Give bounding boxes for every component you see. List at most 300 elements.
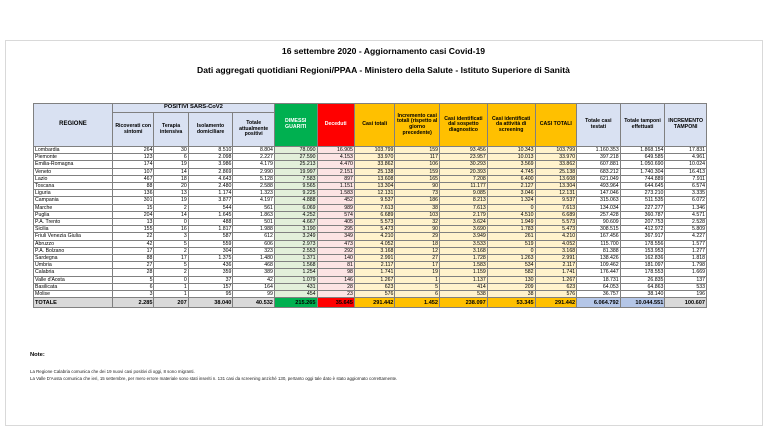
value-cell: 9.085 xyxy=(440,190,488,197)
value-cell: 2.098 xyxy=(188,154,233,161)
value-cell: 1.277 xyxy=(665,247,707,254)
value-cell: 2.528 xyxy=(665,219,707,226)
value-cell: 95 xyxy=(188,291,233,298)
value-cell: 7.613 xyxy=(354,204,395,211)
table-row xyxy=(34,168,707,175)
value-cell: 146 xyxy=(317,276,354,283)
value-cell: 7.911 xyxy=(665,175,707,182)
value-cell: 1 xyxy=(395,276,440,283)
column-header-screening: Casi identificati da attività di screening xyxy=(487,104,535,147)
value-cell: 2.991 xyxy=(535,255,577,262)
region-cell: Marche xyxy=(34,204,113,211)
value-cell: 6.574 xyxy=(665,183,707,190)
value-cell: 1.174 xyxy=(188,190,233,197)
value-cell: 209 xyxy=(487,283,535,290)
value-cell: 196 xyxy=(665,291,707,298)
column-header-tamponi: Totale tamponi effettuati xyxy=(620,104,665,147)
value-cell: 538 xyxy=(440,291,488,298)
value-cell: 5 xyxy=(154,262,188,269)
value-cell: 27.590 xyxy=(274,154,317,161)
value-cell: 103.799 xyxy=(354,147,395,154)
value-cell: 17.831 xyxy=(665,147,707,154)
value-cell: 16 xyxy=(154,226,188,233)
value-cell: 1.728 xyxy=(440,255,488,262)
region-cell: P.A. Bolzano xyxy=(34,247,113,254)
value-cell: 301 xyxy=(112,197,154,204)
value-cell: 2.227 xyxy=(233,154,275,161)
value-cell: 238.097 xyxy=(440,298,488,308)
value-cell: 37 xyxy=(188,276,233,283)
value-cell: 1 xyxy=(154,291,188,298)
value-cell: 389 xyxy=(233,269,275,276)
value-cell: 17 xyxy=(112,247,154,254)
region-cell: Puglia xyxy=(34,211,113,218)
value-cell: 6.069 xyxy=(274,204,317,211)
value-cell: 1.949 xyxy=(487,219,535,226)
value-cell: 4.197 xyxy=(233,197,275,204)
value-cell: 23 xyxy=(317,291,354,298)
value-cell: 3 xyxy=(112,291,154,298)
value-cell: 1.863 xyxy=(233,211,275,218)
table-row xyxy=(34,226,707,233)
value-cell: 4.571 xyxy=(665,211,707,218)
value-cell: 33.970 xyxy=(354,154,395,161)
value-cell: 147.046 xyxy=(577,190,621,197)
value-cell: 3.690 xyxy=(440,226,488,233)
value-cell: 90 xyxy=(395,226,440,233)
value-cell: 13 xyxy=(112,219,154,226)
value-cell: 360.787 xyxy=(620,211,665,218)
page-subtitle: Dati aggregati quotidiani Regioni/PPAA - Ministero della Salute - Istituto Superiore di Sanità xyxy=(197,65,570,75)
value-cell: 137 xyxy=(665,276,707,283)
region-cell: Campania xyxy=(34,197,113,204)
value-cell: 1.160.353 xyxy=(577,147,621,154)
value-cell: 744.889 xyxy=(620,175,665,182)
value-cell: 28 xyxy=(112,269,154,276)
value-cell: 115.700 xyxy=(577,240,621,247)
value-cell: 90 xyxy=(395,183,440,190)
value-cell: 607.881 xyxy=(577,161,621,168)
value-cell: 2.553 xyxy=(274,247,317,254)
table-row xyxy=(34,240,707,247)
value-cell: 1.568 xyxy=(274,262,317,269)
value-cell: 107 xyxy=(112,168,154,175)
value-cell: 621.049 xyxy=(577,175,621,182)
column-header-deceduti: Deceduti xyxy=(317,104,354,147)
value-cell: 13 xyxy=(154,190,188,197)
value-cell: 42 xyxy=(112,240,154,247)
value-cell: 3.046 xyxy=(487,190,535,197)
value-cell: 1.817 xyxy=(188,226,233,233)
value-cell: 683.212 xyxy=(577,168,621,175)
column-header-incremento-tamponi: INCREMENTO TAMPONI xyxy=(665,104,707,147)
value-cell: 4.052 xyxy=(354,240,395,247)
value-cell: 5.573 xyxy=(354,219,395,226)
value-cell: 493.964 xyxy=(577,183,621,190)
table-row xyxy=(34,190,707,197)
value-cell: 1.741 xyxy=(354,269,395,276)
value-cell: 2.117 xyxy=(354,262,395,269)
value-cell: 606 xyxy=(233,240,275,247)
value-cell: 5.809 xyxy=(665,226,707,233)
value-cell: 2 xyxy=(154,269,188,276)
table-row xyxy=(34,175,707,182)
value-cell: 35.645 xyxy=(317,298,354,308)
value-cell: 28 xyxy=(317,283,354,290)
value-cell: 1.740.304 xyxy=(620,168,665,175)
value-cell: 19.997 xyxy=(274,168,317,175)
region-cell: Lazio xyxy=(34,175,113,182)
value-cell: 16.905 xyxy=(317,147,354,154)
value-cell: 511.535 xyxy=(620,197,665,204)
value-cell: 32 xyxy=(395,219,440,226)
value-cell: 1.583 xyxy=(317,190,354,197)
value-cell: 123 xyxy=(112,154,154,161)
value-cell: 7.613 xyxy=(440,204,488,211)
value-cell: 3.190 xyxy=(274,226,317,233)
region-cell: Veneto xyxy=(34,168,113,175)
value-cell: 5 xyxy=(154,240,188,247)
value-cell: 2.991 xyxy=(354,255,395,262)
value-cell: 292 xyxy=(317,247,354,254)
value-cell: 2.588 xyxy=(233,183,275,190)
column-header-ricoverati: Ricoverati con sintomi xyxy=(112,113,154,147)
column-header-casi-totali-2: CASI TOTALI xyxy=(535,104,577,147)
value-cell: 103 xyxy=(395,211,440,218)
value-cell: 10.343 xyxy=(487,147,535,154)
value-cell: 544 xyxy=(188,204,233,211)
value-cell: 3.168 xyxy=(354,247,395,254)
value-cell: 3.624 xyxy=(440,219,488,226)
value-cell: 452 xyxy=(317,197,354,204)
value-cell: 0 xyxy=(487,247,535,254)
value-cell: 468 xyxy=(233,262,275,269)
region-cell: Liguria xyxy=(34,190,113,197)
value-cell: 165 xyxy=(395,175,440,182)
value-cell: 8.213 xyxy=(440,197,488,204)
value-cell: 1.583 xyxy=(440,262,488,269)
value-cell: 19 xyxy=(154,197,188,204)
value-cell: 9.565 xyxy=(274,183,317,190)
value-cell: 73 xyxy=(395,190,440,197)
value-cell: 519 xyxy=(487,240,535,247)
value-cell: 1.452 xyxy=(395,298,440,308)
value-cell: 98 xyxy=(317,269,354,276)
table-row xyxy=(34,262,707,269)
value-cell: 1.267 xyxy=(535,276,577,283)
note-calabria: La Regione Calabria comunica che dei 19 nuovi casi positivi di oggi, 8 sono migranti. xyxy=(30,369,195,374)
value-cell: 27 xyxy=(112,262,154,269)
value-cell: 164 xyxy=(233,283,275,290)
region-cell: Sardegna xyxy=(34,255,113,262)
value-cell: 42 xyxy=(233,276,275,283)
value-cell: 1.645 xyxy=(188,211,233,218)
region-cell: Friuli Venezia Giulia xyxy=(34,233,113,240)
value-cell: 64.053 xyxy=(577,283,621,290)
value-cell: 4.745 xyxy=(487,168,535,175)
value-cell: 20.393 xyxy=(440,168,488,175)
value-cell: 26.835 xyxy=(620,276,665,283)
value-cell: 88 xyxy=(112,255,154,262)
value-cell: 5 xyxy=(395,283,440,290)
value-cell: 53.345 xyxy=(487,298,535,308)
value-cell: 159 xyxy=(395,168,440,175)
value-cell: 17 xyxy=(154,255,188,262)
value-cell: 488 xyxy=(188,219,233,226)
value-cell: 136 xyxy=(112,190,154,197)
value-cell: 38 xyxy=(395,204,440,211)
value-cell: 38.140 xyxy=(620,291,665,298)
value-cell: 9.537 xyxy=(535,197,577,204)
column-header-isolamento: Isolamento domiciliare xyxy=(188,113,233,147)
value-cell: 7.208 xyxy=(440,175,488,182)
table-row xyxy=(34,183,707,190)
value-cell: 19 xyxy=(395,269,440,276)
value-cell: 15 xyxy=(112,204,154,211)
value-cell: 1.346 xyxy=(665,204,707,211)
region-cell: Abruzzo xyxy=(34,240,113,247)
value-cell: 349 xyxy=(317,233,354,240)
note-valle-aosta: La Valle D'Aosta comunica che ieri, 15 settembre, per mero errore materiale sono stati inseriti n. 131 casi da screening anziché 130, pertanto oggi tale dato è stato aggiornato correttamente. xyxy=(30,376,398,381)
value-cell: 106 xyxy=(395,161,440,168)
table-row xyxy=(34,255,707,262)
value-cell: 109.462 xyxy=(577,262,621,269)
value-cell: 612 xyxy=(233,233,275,240)
value-cell: 30.293 xyxy=(440,161,488,168)
value-cell: 1.151 xyxy=(317,183,354,190)
value-cell: 367.917 xyxy=(620,233,665,240)
value-cell: 4.470 xyxy=(317,161,354,168)
table-total-row xyxy=(34,298,707,308)
region-cell: Umbria xyxy=(34,262,113,269)
value-cell: 561 xyxy=(233,204,275,211)
region-cell: Calabria xyxy=(34,269,113,276)
value-cell: 1.669 xyxy=(665,269,707,276)
region-cell: Molise xyxy=(34,291,113,298)
value-cell: 100.607 xyxy=(665,298,707,308)
value-cell: 315.063 xyxy=(577,197,621,204)
value-cell: 33.862 xyxy=(535,161,577,168)
value-cell: 11.177 xyxy=(440,183,488,190)
value-cell: 436 xyxy=(188,262,233,269)
value-cell: 207.753 xyxy=(620,219,665,226)
value-cell: 291.442 xyxy=(535,298,577,308)
value-cell: 431 xyxy=(274,283,317,290)
region-cell: Toscana xyxy=(34,183,113,190)
value-cell: 25.138 xyxy=(354,168,395,175)
value-cell: 176.447 xyxy=(577,269,621,276)
value-cell: 10.024 xyxy=(665,161,707,168)
value-cell: 3 xyxy=(154,233,188,240)
region-cell: P.A. Trento xyxy=(34,219,113,226)
value-cell: 174 xyxy=(112,161,154,168)
value-cell: 1.577 xyxy=(665,240,707,247)
value-cell: 2.869 xyxy=(188,168,233,175)
value-cell: 2.480 xyxy=(188,183,233,190)
region-cell: Valle d'Aosta xyxy=(34,276,113,283)
value-cell: 64.863 xyxy=(620,283,665,290)
value-cell: 623 xyxy=(354,283,395,290)
value-cell: 261 xyxy=(487,233,535,240)
value-cell: 467 xyxy=(112,175,154,182)
table-row xyxy=(34,283,707,290)
value-cell: 0 xyxy=(487,204,535,211)
group-header-positivi: POSITIVI SARS-CoV2 xyxy=(112,104,274,113)
value-cell: 3.168 xyxy=(440,247,488,254)
value-cell: 3.335 xyxy=(665,190,707,197)
region-cell: Emilia-Romagna xyxy=(34,161,113,168)
value-cell: 3.533 xyxy=(440,240,488,247)
value-cell: 20 xyxy=(154,183,188,190)
value-cell: 576 xyxy=(535,291,577,298)
value-cell: 3.168 xyxy=(535,247,577,254)
column-header-casi-totali: Casi totali xyxy=(354,104,395,147)
value-cell: 989 xyxy=(317,204,354,211)
value-cell: 1.741 xyxy=(535,269,577,276)
value-cell: 454 xyxy=(274,291,317,298)
value-cell: 7.613 xyxy=(535,204,577,211)
table-row xyxy=(34,154,707,161)
value-cell: 397.218 xyxy=(577,154,621,161)
table-row xyxy=(34,247,707,254)
page-title: 16 settembre 2020 - Aggiornamento casi Covid-19 xyxy=(281,46,486,56)
table-row xyxy=(34,147,707,154)
value-cell: 12.131 xyxy=(354,190,395,197)
value-cell: 23.957 xyxy=(440,154,488,161)
value-cell: 574 xyxy=(317,211,354,218)
value-cell: 0 xyxy=(154,219,188,226)
value-cell: 27 xyxy=(395,255,440,262)
value-cell: 1.159 xyxy=(440,269,488,276)
value-cell: 291.442 xyxy=(354,298,395,308)
value-cell: 5.473 xyxy=(535,226,577,233)
value-cell: 3.569 xyxy=(487,161,535,168)
value-cell: 4.252 xyxy=(274,211,317,218)
value-cell: 6.064.792 xyxy=(577,298,621,308)
value-cell: 323 xyxy=(233,247,275,254)
value-cell: 582 xyxy=(487,269,535,276)
value-cell: 22 xyxy=(112,233,154,240)
value-cell: 649.585 xyxy=(620,154,665,161)
value-cell: 78.090 xyxy=(274,147,317,154)
value-cell: 153.953 xyxy=(620,247,665,254)
value-cell: 18 xyxy=(395,240,440,247)
table-row xyxy=(34,197,707,204)
value-cell: 134.034 xyxy=(577,204,621,211)
column-header-totale-positivi: Totale attualmente positivi xyxy=(233,113,275,147)
value-cell: 2 xyxy=(154,247,188,254)
value-cell: 25.213 xyxy=(274,161,317,168)
value-cell: 40.532 xyxy=(233,298,275,308)
column-header-dimessi: DIMESSI GUARITI xyxy=(274,104,317,147)
value-cell: 304 xyxy=(188,247,233,254)
value-cell: 2.127 xyxy=(487,183,535,190)
value-cell: 6.400 xyxy=(487,175,535,182)
value-cell: 2.117 xyxy=(535,262,577,269)
value-cell: 167.456 xyxy=(577,233,621,240)
value-cell: 186 xyxy=(395,197,440,204)
region-cell: Basilicata xyxy=(34,283,113,290)
value-cell: 1.783 xyxy=(487,226,535,233)
value-cell: 1.480 xyxy=(233,255,275,262)
value-cell: 1.988 xyxy=(233,226,275,233)
value-cell: 38 xyxy=(487,291,535,298)
value-cell: 4.052 xyxy=(535,240,577,247)
value-cell: 103.799 xyxy=(535,147,577,154)
value-cell: 1.324 xyxy=(487,197,535,204)
value-cell: 10.044.551 xyxy=(620,298,665,308)
value-cell: 25.138 xyxy=(535,168,577,175)
value-cell: 5 xyxy=(112,276,154,283)
value-cell: 2.179 xyxy=(440,211,488,218)
value-cell: 4.888 xyxy=(274,197,317,204)
value-cell: 4.227 xyxy=(665,233,707,240)
covid-data-table xyxy=(33,103,707,308)
value-cell: 90.609 xyxy=(577,219,621,226)
value-cell: 3.949 xyxy=(440,233,488,240)
value-cell: 140 xyxy=(317,255,354,262)
value-cell: 3.877 xyxy=(188,197,233,204)
value-cell: 6.689 xyxy=(354,211,395,218)
value-cell: 473 xyxy=(317,240,354,247)
value-cell: 2.973 xyxy=(274,240,317,247)
value-cell: 1.371 xyxy=(274,255,317,262)
value-cell: 644.645 xyxy=(620,183,665,190)
value-cell: 4.153 xyxy=(317,154,354,161)
value-cell: 12 xyxy=(395,247,440,254)
value-cell: 204 xyxy=(112,211,154,218)
value-cell: 1.818 xyxy=(665,255,707,262)
value-cell: 1.137 xyxy=(440,276,488,283)
column-header-regione: REGIONE xyxy=(34,104,113,147)
value-cell: 2.151 xyxy=(317,168,354,175)
value-cell: 6.072 xyxy=(665,197,707,204)
value-cell: 405 xyxy=(317,219,354,226)
value-cell: 2.990 xyxy=(233,168,275,175)
value-cell: 13.304 xyxy=(354,183,395,190)
value-cell: 36.757 xyxy=(577,291,621,298)
value-cell: 4.961 xyxy=(665,154,707,161)
value-cell: 14 xyxy=(154,211,188,218)
value-cell: 4.667 xyxy=(274,219,317,226)
value-cell: 6 xyxy=(112,283,154,290)
value-cell: 533 xyxy=(665,283,707,290)
value-cell: 93.456 xyxy=(440,147,488,154)
value-cell: 33.970 xyxy=(535,154,577,161)
table-row xyxy=(34,269,707,276)
value-cell: 4.179 xyxy=(233,161,275,168)
value-cell: 0 xyxy=(154,276,188,283)
value-cell: 29 xyxy=(395,233,440,240)
table-body xyxy=(34,147,707,308)
value-cell: 576 xyxy=(354,291,395,298)
value-cell: 1.868.154 xyxy=(620,147,665,154)
value-cell: 295 xyxy=(317,226,354,233)
value-cell: 215.265 xyxy=(274,298,317,308)
value-cell: 13.608 xyxy=(535,175,577,182)
region-cell: Lombardia xyxy=(34,147,113,154)
value-cell: 16.413 xyxy=(665,168,707,175)
value-cell: 162.836 xyxy=(620,255,665,262)
value-cell: 17 xyxy=(395,262,440,269)
value-cell: 264 xyxy=(112,147,154,154)
value-cell: 9.225 xyxy=(274,190,317,197)
notes-title: Note: xyxy=(30,352,45,358)
column-header-incremento: Incremento casi totali (rispetto al giorno precedente) xyxy=(395,104,440,147)
value-cell: 559 xyxy=(188,240,233,247)
value-cell: 587 xyxy=(188,233,233,240)
value-cell: 4.510 xyxy=(487,211,535,218)
